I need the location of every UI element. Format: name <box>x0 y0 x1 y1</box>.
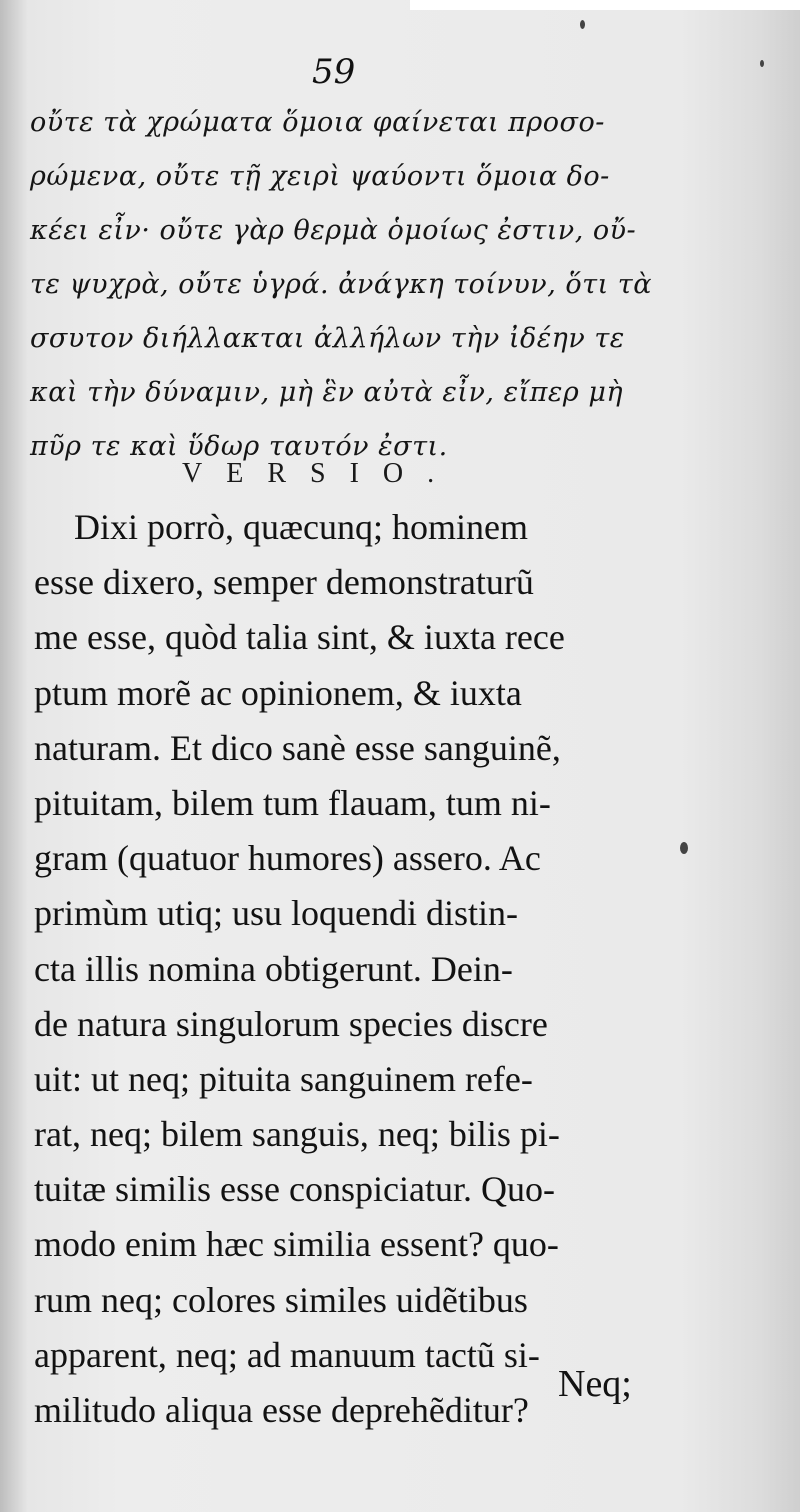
greek-line: οὔτε τὰ χρώματα ὅμοια φαίνεται προσο- <box>30 107 605 138</box>
latin-line: de natura singulorum species discre <box>34 1003 548 1044</box>
ink-speck <box>580 20 585 29</box>
greek-text-block <box>30 96 680 474</box>
latin-line: primùm utiq; usu loquendi distin- <box>34 893 518 934</box>
ink-speck <box>680 842 688 854</box>
greek-line: ρώμενα, οὔτε τῇ χειρὶ ψαύοντι ὅμοια δο- <box>30 161 610 192</box>
latin-line: esse dixero, semper demonstraturũ <box>34 562 534 603</box>
greek-line: καὶ τὴν δύναμιν, μὴ ἓν αὐτὰ εἶν, εἴπερ μὴ <box>30 377 624 408</box>
latin-line: apparent, neq; ad manuum tactũ si- <box>34 1334 540 1375</box>
scan-edge-strip <box>410 0 800 10</box>
latin-line: gram (quatuor humores) assero. Ac <box>34 838 541 879</box>
latin-line: cta illis nomina obtigerunt. Dein- <box>34 948 513 989</box>
latin-line: Dixi porrò, quæcunq; hominem <box>74 507 528 547</box>
latin-text-block <box>34 500 674 1438</box>
latin-line: rat, neq; bilem sanguis, neq; bilis pi- <box>34 1114 560 1155</box>
ink-speck <box>760 60 764 67</box>
section-heading: VERSIO. <box>182 458 459 489</box>
latin-line: militudo aliqua esse deprehẽditur? <box>34 1390 529 1430</box>
greek-line: τε ψυχρὰ, οὔτε ὑγρά. ἀνάγκη τοίνυν, ὅτι τὰ <box>30 269 652 300</box>
latin-line: pituitam, bilem tum flauam, tum ni- <box>34 782 551 823</box>
latin-line: uit: ut neq; pituita sanguinem refe- <box>34 1058 533 1099</box>
latin-line: ptum morẽ ac opinionem, & iuxta <box>34 672 522 713</box>
greek-line: κέει εἶν· οὔτε γὰρ θερμὰ ὁμοίως ἐστιν, οὔ- <box>30 215 637 246</box>
catchword: Neq; <box>558 1363 632 1405</box>
greek-line: σσυτον διήλλακται ἀλλήλων τὴν ἰδέην τε <box>30 323 625 354</box>
latin-line: modo enim hæc similia essent? quo- <box>34 1224 559 1265</box>
latin-line: rum neq; colores similes uidẽtibus <box>34 1279 528 1320</box>
page-number: 59 <box>312 52 356 92</box>
greek-line: πῦρ τε καὶ ὕδωρ ταυτόν ἐστι. <box>30 431 448 462</box>
latin-line: naturam. Et dico sanè esse sanguinẽ, <box>34 727 561 768</box>
latin-line: tuitæ similis esse conspiciatur. Quo- <box>34 1169 555 1210</box>
latin-line: me esse, quòd talia sint, & iuxta rece <box>34 617 565 658</box>
